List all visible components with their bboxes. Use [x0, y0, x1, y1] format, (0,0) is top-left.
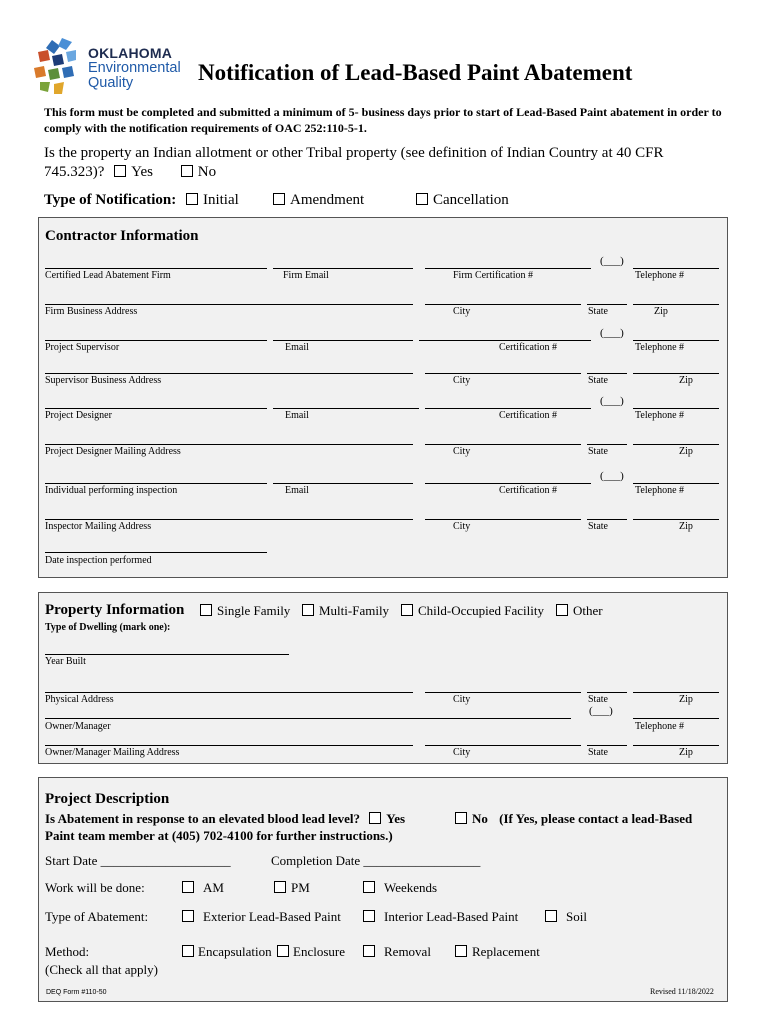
weekends-checkbox[interactable]: [363, 881, 375, 893]
abatement-type-label: Type of Abatement:: [45, 909, 149, 924]
logo-line3: Quality: [88, 75, 134, 91]
supervisor-address-label: Supervisor Business Address: [45, 375, 162, 386]
inspector-address-label: Inspector Mailing Address: [45, 521, 152, 532]
enclosure-option: [277, 944, 345, 960]
weekends-label: Weekends: [384, 880, 438, 895]
firm-telephone-label: Telephone #: [635, 270, 685, 281]
interior-option: [363, 909, 518, 925]
property-city-label: City: [453, 694, 471, 705]
cancellation-checkbox[interactable]: [416, 193, 428, 205]
other-checkbox[interactable]: [556, 604, 568, 616]
supervisor-zip-label: Zip: [679, 375, 693, 386]
inspector-label: Individual performing inspection: [45, 485, 178, 496]
blood-no-checkbox[interactable]: [455, 812, 467, 824]
logo-line1: OKLAHOMA: [88, 45, 173, 61]
deq-logo-mark: [30, 36, 88, 98]
contractor-section: [38, 217, 728, 578]
supervisor-label: Project Supervisor: [45, 342, 120, 353]
pm-option: [274, 880, 310, 896]
exterior-checkbox[interactable]: [182, 910, 194, 922]
firm-email-label: Firm Email: [283, 270, 329, 281]
designer-address-label: Project Designer Mailing Address: [45, 446, 181, 457]
blood-no-note: (If Yes, please contact a lead-Based: [499, 811, 693, 826]
am-label: AM: [203, 880, 224, 895]
owner-telephone-label: Telephone #: [635, 721, 685, 732]
interior-checkbox[interactable]: [363, 910, 375, 922]
designer-label: Project Designer: [45, 410, 112, 421]
designer-state-label: State: [588, 446, 608, 457]
enclosure-checkbox[interactable]: [277, 945, 289, 957]
inspector-state-label: State: [588, 521, 608, 532]
completion-date-field[interactable]: Completion Date __________________: [271, 853, 481, 868]
designer-telephone-label: Telephone #: [635, 410, 685, 421]
notification-row: [44, 191, 239, 210]
single-family-checkbox[interactable]: [200, 604, 212, 616]
designer-email-label: Email: [285, 410, 309, 421]
firm-zip-label: Zip: [654, 306, 668, 317]
multi-family-option: [302, 603, 389, 619]
notification-label: Type of Notification:: [44, 192, 177, 208]
year-built-label: Year Built: [45, 656, 86, 667]
firm-city-label: City: [453, 306, 471, 317]
work-label: Work will be done:: [45, 880, 145, 895]
supervisor-cert-label: Certification #: [499, 342, 558, 353]
blood-lead-question: [45, 811, 405, 827]
child-occupied-option: [401, 603, 544, 619]
single-family-label: Single Family: [217, 603, 291, 618]
inspector-telephone-label: Telephone #: [635, 485, 685, 496]
method-label: Method:: [45, 944, 90, 959]
property-section: [38, 592, 728, 764]
interior-label: Interior Lead-Based Paint: [384, 909, 519, 924]
inspection-date-label: Date inspection performed: [45, 555, 152, 566]
amendment-checkbox[interactable]: [273, 193, 285, 205]
firm-state-label: State: [588, 306, 608, 317]
encapsulation-checkbox[interactable]: [182, 945, 194, 957]
inspector-zip-label: Zip: [679, 521, 693, 532]
project-section: [38, 777, 728, 1002]
blood-no-option: [455, 811, 692, 827]
amendment-label: Amendment: [290, 192, 365, 208]
inspector-cert-label: Certification #: [499, 485, 558, 496]
removal-label: Removal: [384, 944, 431, 959]
dwelling-label: Type of Dwelling (mark one):: [45, 622, 171, 633]
inspector-phone-area: (___): [600, 470, 624, 482]
owner-phone-area: (___): [589, 705, 613, 717]
initial-label: Initial: [202, 192, 239, 208]
supervisor-email-label: Email: [285, 342, 309, 353]
firm-phone-area: (___): [600, 255, 624, 267]
multi-family-checkbox[interactable]: [302, 604, 314, 616]
other-option: [556, 603, 603, 619]
contractor-heading: Contractor Information: [45, 228, 199, 244]
tribal-yes-checkbox[interactable]: [114, 165, 126, 177]
tribal-yes-label: Yes: [131, 164, 153, 180]
encapsulation-label: Encapsulation: [198, 944, 272, 959]
logo-line2: Environmental: [88, 60, 181, 76]
blood-lead-question-cont: Paint team member at (405) 702-4100 for further instructions.): [45, 828, 393, 843]
tribal-question: [44, 144, 704, 182]
amendment-option: [273, 191, 364, 210]
physical-address-label: Physical Address: [45, 694, 114, 705]
initial-checkbox[interactable]: [186, 193, 198, 205]
am-option: [182, 880, 224, 896]
tribal-no-label: No: [197, 164, 217, 180]
soil-label: Soil: [566, 909, 587, 924]
soil-checkbox[interactable]: [545, 910, 557, 922]
property-zip-label: Zip: [679, 694, 693, 705]
supervisor-telephone-label: Telephone #: [635, 342, 685, 353]
soil-option: [545, 909, 587, 925]
designer-city-label: City: [453, 446, 471, 457]
supervisor-state-label: State: [588, 375, 608, 386]
method-note: (Check all that apply): [45, 962, 158, 977]
enclosure-label: Enclosure: [293, 944, 345, 959]
firm-label: Certified Lead Abatement Firm: [45, 270, 171, 281]
removal-option: [363, 944, 431, 960]
deq-logo: [30, 36, 195, 98]
exterior-label: Exterior Lead-Based Paint: [203, 909, 341, 924]
pm-checkbox[interactable]: [274, 881, 286, 893]
weekends-option: [363, 880, 437, 896]
replacement-checkbox[interactable]: [455, 945, 467, 957]
removal-checkbox[interactable]: [363, 945, 375, 957]
tribal-no-checkbox[interactable]: [181, 165, 193, 177]
exterior-option: [182, 909, 341, 925]
blood-lead-question-text: Is Abatement in response to an elevated blood lead level?: [45, 811, 361, 826]
owner-address-label: Owner/Manager Mailing Address: [45, 747, 180, 758]
intro-text: This form must be completed and submitted a minimum of 5- business days prior to start of Lead-Based Paint abatement in order to comply with the notification requirements of OAC 252:110-5-1.: [44, 105, 722, 135]
single-family-option: [200, 603, 290, 619]
blood-yes-label: Yes: [386, 811, 406, 826]
child-occupied-checkbox[interactable]: [401, 604, 413, 616]
tribal-question-text: Is the property an Indian allotment or other Tribal property (see definition of Indian Country at 40 CFR 745.323)?: [44, 145, 664, 180]
firm-cert-label: Firm Certification #: [453, 270, 533, 281]
property-state-label: State: [588, 694, 608, 705]
start-date-field[interactable]: Start Date ____________________: [45, 853, 231, 868]
project-heading: Project Description: [45, 791, 170, 807]
cancellation-label: Cancellation: [433, 192, 509, 208]
child-occupied-label: Child-Occupied Facility: [418, 603, 545, 618]
pm-label: PM: [291, 880, 310, 895]
firm-address-label: Firm Business Address: [45, 306, 138, 317]
encapsulation-option: [182, 944, 272, 960]
property-heading: Property Information: [45, 602, 185, 618]
owner-label: Owner/Manager: [45, 721, 111, 732]
supervisor-city-label: City: [453, 375, 471, 386]
owner-zip-label: Zip: [679, 747, 693, 758]
page-title: Notification of Lead-Based Paint Abatement: [198, 60, 633, 85]
owner-state-label: State: [588, 747, 608, 758]
designer-phone-area: (___): [600, 395, 624, 407]
revised-date: Revised 11/18/2022: [650, 987, 714, 996]
other-label: Other: [573, 603, 603, 618]
inspector-city-label: City: [453, 521, 471, 532]
designer-zip-label: Zip: [679, 446, 693, 457]
blood-yes-checkbox[interactable]: [369, 812, 381, 824]
replacement-option: [455, 944, 540, 960]
replacement-label: Replacement: [472, 944, 540, 959]
am-checkbox[interactable]: [182, 881, 194, 893]
designer-cert-label: Certification #: [499, 410, 558, 421]
cancellation-option: [416, 191, 509, 210]
owner-city-label: City: [453, 747, 471, 758]
form-number: DEQ Form #110-50: [46, 989, 107, 996]
supervisor-phone-area: (___): [600, 327, 624, 339]
inspector-email-label: Email: [285, 485, 309, 496]
blood-no-label: No: [472, 811, 488, 826]
multi-family-label: Multi-Family: [319, 603, 390, 618]
